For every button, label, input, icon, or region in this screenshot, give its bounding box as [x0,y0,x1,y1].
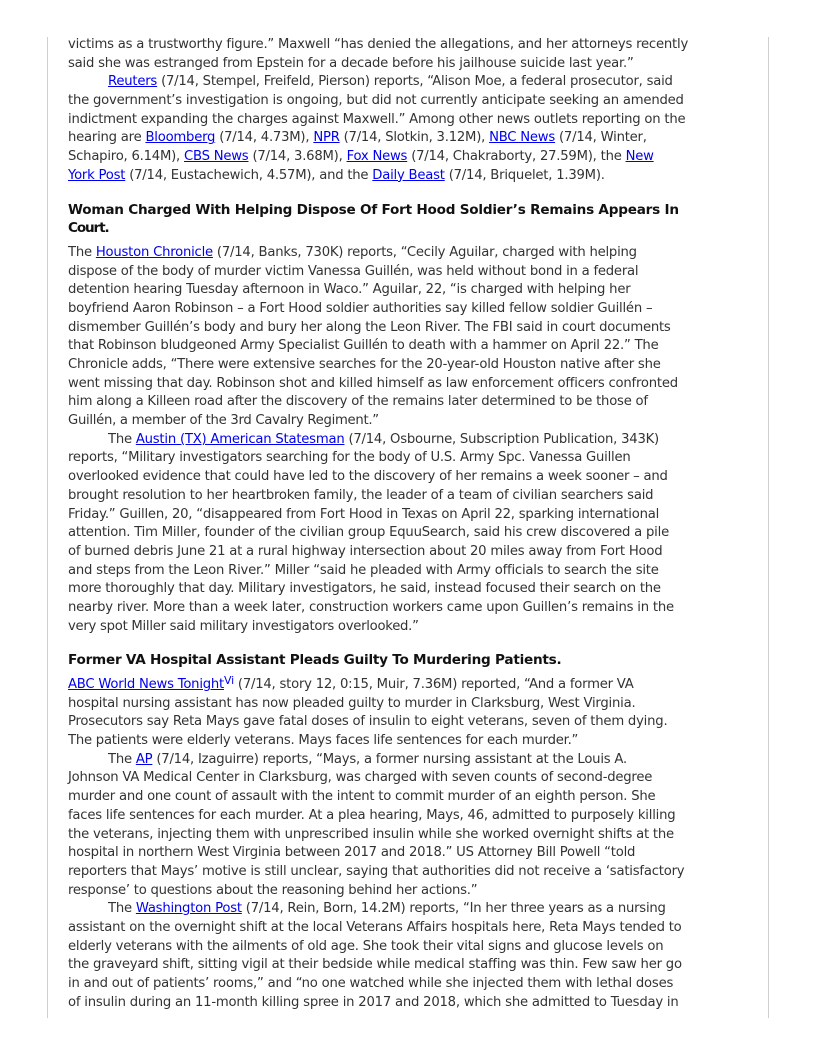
text-span: hospital in northern West Virginia between 2017 and 2018.” US Attorney Bill Powell “told [68,845,636,861]
text-line [68,300,758,319]
source-link[interactable]: Bloomberg [145,130,216,146]
text-line [68,994,758,1013]
paragraph [68,244,758,431]
text-line [68,975,758,994]
news-section [68,201,758,637]
text-span: elderly veterans with the ailments of old age. She took their vital signs and glucose levels on [68,938,664,954]
text-span: (7/14, story 12, 0:15, Muir, 7.36M) reported, “And a former VA [233,677,634,692]
text-span: the graveyard shift, sitting vigil at their bedside while medical staffing was thin. Few saw her go [68,957,682,973]
source-link[interactable]: NPR [313,130,340,146]
source-link[interactable]: Daily Beast [372,167,445,183]
text-span: Prosecutors say Reta Mays gave fatal doses of insulin to eight veterans, seven of them dying. [68,714,668,730]
text-line [68,751,758,770]
paragraph [68,431,758,637]
news-section [68,36,758,186]
text-span: (7/14, Izaguirre) reports, “Mays, a former nursing assistant at the Louis A. [152,751,627,767]
text-span: Schapiro, 6.14M), [68,149,184,165]
document-body [68,36,758,1012]
source-link[interactable]: Washington Post [135,901,242,917]
text-span: Guillén, a member of the 3rd Cavalry Regiment.” [68,413,379,429]
text-span: (7/14, Osbourne, Subscription Publication, 343K) [344,431,659,447]
source-link[interactable]: Fox News [346,149,408,165]
text-line [68,844,758,863]
section-heading [68,651,758,670]
text-span: the veterans, injecting them with unprescribed insulin while she worked overnight shifts at the [68,826,674,842]
text-line [68,882,758,901]
text-span: Chronicle adds, “There were extensive searches for the 20-year-old Houston native after she [68,357,661,372]
text-line [68,36,758,55]
text-span: (7/14, Rein, Born, 14.2M) reports, “In her three years as a nursing [241,901,666,917]
text-line [68,319,758,338]
text-line [68,769,758,788]
text-span: boyfriend Aaron Robinson – a Fort Hood soldier authorities say killed fellow soldier Guillén – [68,300,653,316]
text-line [68,167,758,186]
paragraph [68,36,758,73]
text-span: brought resolution to her heartbroken family, the leader of a team of civilian searchers said [68,487,654,503]
text-span: in and out of patients’ rooms,” and “no one watched while she injected them with lethal doses [68,976,674,991]
text-span: Johnson VA Medical Center in Clarksburg, was charged with seven counts of second-degree [68,770,653,786]
text-span: (7/14, Eustachewich, 4.57M), and the [125,167,373,183]
text-span: more thoroughly that day. Military investigators, he said, instead focused their search on the [68,581,661,597]
source-link[interactable]: Houston Chronicle [95,244,213,260]
source-link[interactable]: ABC World News Tonight [68,677,225,692]
text-span: The [108,901,136,917]
text-span: said she was estranged from Epstein for a decade before his jailhouse suicide last year.” [68,55,634,71]
heading-line: Court. [68,220,109,237]
text-line [68,281,758,300]
text-line [68,788,758,807]
text-line [68,919,758,938]
text-line [68,431,758,450]
text-line [68,393,758,412]
text-span: detention hearing Tuesday afternoon in Waco.” Aguilar, 22, “is charged with helping her [68,282,631,298]
text-span: the government’s investigation is ongoing, but did not currently anticipate seeking an amended [68,93,684,109]
text-span: murder and one count of assault with the intent to commit murder of an eighth person. She [68,789,656,805]
text-span: dispose of the body of murder victim Vanessa Guillén, was held without bond in a federal [68,263,639,279]
paragraph [68,751,758,901]
text-span: very spot Miller said military investigators overlooked.” [68,618,419,634]
text-line [68,111,758,130]
text-span: assistant on the overnight shift at the local Veterans Affairs hospitals here, Reta Mays tended to [68,919,682,935]
heading-line: Woman Charged With Helping Dispose Of Fort Hood Soldier’s Remains Appears In [68,201,679,218]
text-span: victims as a trustworthy figure.” Maxwell “has denied the allegations, and her attorneys recently [68,37,689,52]
text-line [68,956,758,975]
text-span: nearby river. More than a week later, construction workers came upon Guillen’s remains in the [68,599,674,615]
text-span: reporters that Mays’ motive is still unclear, saying that authorities did not receive a ‘satisfactory [68,863,685,879]
source-link[interactable]: New [625,149,654,165]
source-link[interactable]: CBS News [184,149,249,165]
text-line [68,562,758,581]
text-span: (7/14, Banks, 730K) reports, “Cecily Aguilar, charged with helping [212,244,637,260]
text-line [68,732,758,751]
text-span: hearing are [68,130,146,146]
source-link[interactable]: Austin (TX) American Statesman [135,431,345,447]
text-span: faces life sentences for each murder. At a plea hearing, Mays, 46, admitted to purposely killing [68,807,676,823]
text-span: overlooked evidence that could have led to the discovery of her remains a week sooner – and [68,469,668,485]
source-link[interactable]: Reuters [108,74,158,90]
text-line [68,412,758,431]
text-span: (7/14, Winter, [555,130,647,146]
heading-line: Former VA Hospital Assistant Pleads Guilty To Murdering Patients. [68,652,562,669]
source-link[interactable]: NBC News [489,130,556,146]
text-line [68,618,758,637]
text-span: The [108,751,136,767]
text-line [68,524,758,543]
text-line [68,55,758,74]
text-line [68,863,758,882]
text-span: dismember Guillén’s body and bury her along the Leon River. The FBI said in court documents [68,319,671,335]
text-line [68,676,758,695]
text-line [68,148,758,167]
text-line [68,506,758,525]
text-span: (7/14, Stempel, Freifeld, Pierson) reports, “Alison Moe, a federal prosecutor, said [157,74,673,90]
text-span: went missing that day. Robinson shot and killed himself as law enforcement officers confronted [68,375,678,391]
text-span: The patients were elderly veterans. Mays faces life sentences for each murder.” [68,733,579,749]
text-span: hospital nursing assistant has now pleaded guilty to murder in Clarksburg, West Virginia. [68,695,636,711]
paragraph [68,73,758,185]
section-heading [68,201,758,238]
text-span: response’ to questions about the reasoning behind her actions.” [68,882,478,898]
text-line [68,580,758,599]
text-line [68,375,758,394]
text-line [68,449,758,468]
text-line [68,92,758,111]
text-line [68,826,758,845]
text-line [68,487,758,506]
text-line [68,356,758,375]
text-span: (7/14, Chakraborty, 27.59M), the [407,149,626,165]
news-section [68,651,758,1012]
text-line [68,244,758,263]
text-span: (7/14, Slotkin, 3.12M), [339,130,490,146]
text-span: of insulin during an 11-month killing spree in 2017 and 2018, which she admitted to Tuesday in [68,994,679,1010]
text-line [68,543,758,562]
text-line [68,129,758,148]
text-line [68,900,758,919]
text-line [68,713,758,732]
text-span: and steps from the Leon River.” Miller “said he pleaded with Army officials to search the site [68,562,659,578]
text-span: (7/14, 3.68M), [248,149,347,165]
text-span: that Robinson bludgeoned Army Specialist Guillén to death with a hammer on April 22.” The [68,338,659,354]
paragraph [68,900,758,1012]
text-span: The [108,431,136,447]
paragraph [68,676,758,751]
source-link[interactable]: AP [135,751,153,767]
text-line [68,263,758,282]
text-line [68,73,758,92]
text-line [68,337,758,356]
video-indicator[interactable]: Vi [224,674,234,687]
text-span: (7/14, 4.73M), [215,130,314,146]
text-line [68,938,758,957]
text-span: Friday.” Guillen, 20, “disappeared from Fort Hood in Texas on April 22, sparking international [68,506,660,522]
text-line [68,599,758,618]
text-span: him along a Killeen road after the discovery of the remains later determined to be those of [68,394,648,410]
text-span: attention. Tim Miller, founder of the civilian group EquuSearch, said his crew discovered a pile [68,525,669,541]
text-span: The [68,244,96,260]
text-span: reports, “Military investigators searching for the body of U.S. Army Spc. Vanessa Guillen [68,450,631,466]
source-link[interactable]: York Post [68,167,126,183]
text-span: of burned debris June 21 at a rural highway intersection about 20 miles away from Fort Hood [68,543,663,559]
text-span: indictment expanding the charges against Maxwell.” Among other news outlets reporting on the [68,111,686,127]
text-line [68,807,758,826]
text-span: (7/14, Briquelet, 1.39M). [444,167,605,183]
text-line [68,468,758,487]
text-line [68,695,758,714]
